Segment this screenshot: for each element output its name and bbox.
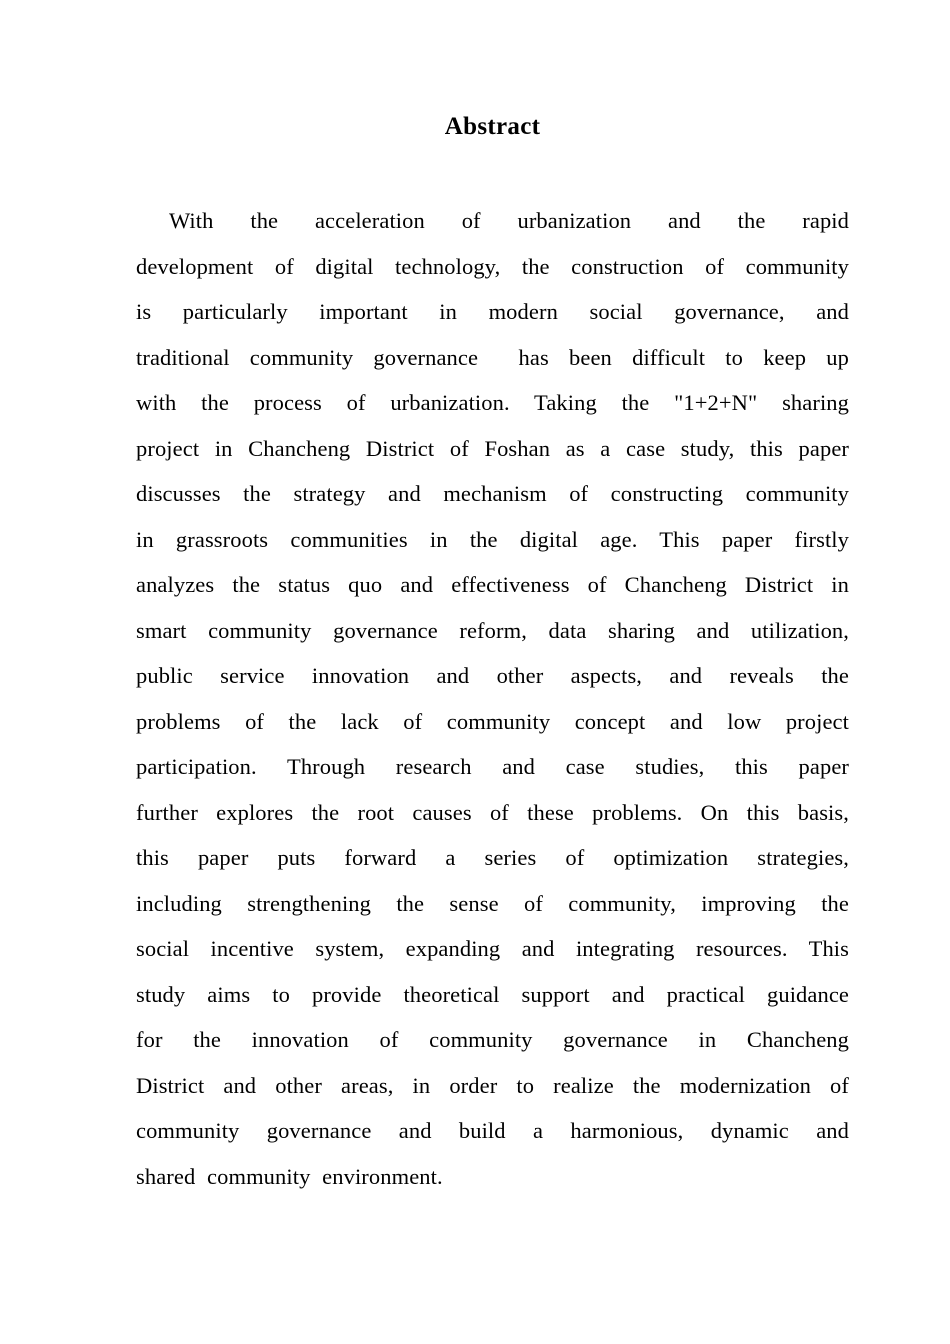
text-line: development of digital technology, the construction of community xyxy=(136,253,849,279)
text-line: problems of the lack of community concept and low project xyxy=(136,708,849,734)
text-line: District and other areas, in order to realize the modernization of xyxy=(136,1072,849,1098)
text-line: participation. Through research and case studies, this paper xyxy=(136,754,849,779)
text-line: for the innovation of community governance in Chancheng xyxy=(136,1027,849,1052)
text-line: public service innovation and other aspects, and reveals the xyxy=(136,663,849,688)
text-line: further explores the root causes of these problems. On this basis, xyxy=(136,799,849,825)
text-line: social incentive system, expanding and integrating resources. This xyxy=(136,936,849,961)
text-line: smart community governance reform, data sharing and utilization, xyxy=(136,617,849,643)
text-line: traditional community governance has been difficult to keep up xyxy=(136,344,849,370)
text-line: this paper puts forward a series of optimization strategies, xyxy=(136,845,849,870)
text-line: including strengthening the sense of community, improving the xyxy=(136,890,849,916)
page-title: Abstract xyxy=(444,113,541,140)
text-line: is particularly important in modern social governance, and xyxy=(136,299,849,324)
text-line: with the process of urbanization. Taking the "1+2+N" sharing xyxy=(136,390,849,415)
text-line: shared community environment. xyxy=(136,1163,443,1189)
text-line: project in Chancheng District of Foshan as a case study, this paper xyxy=(136,435,849,461)
text-line: discusses the strategy and mechanism of constructing community xyxy=(136,481,849,506)
text-line: community governance and build a harmonious, dynamic and xyxy=(136,1118,849,1143)
text-line: analyzes the status quo and effectiveness of Chancheng District in xyxy=(136,572,849,597)
text-line: With the acceleration of urbanization and the rapid xyxy=(169,208,849,233)
abstract-paragraph xyxy=(136,198,849,1199)
text-line: study aims to provide theoretical support and practical guidance xyxy=(136,981,849,1007)
text-line: in grassroots communities in the digital age. This paper firstly xyxy=(136,526,849,552)
